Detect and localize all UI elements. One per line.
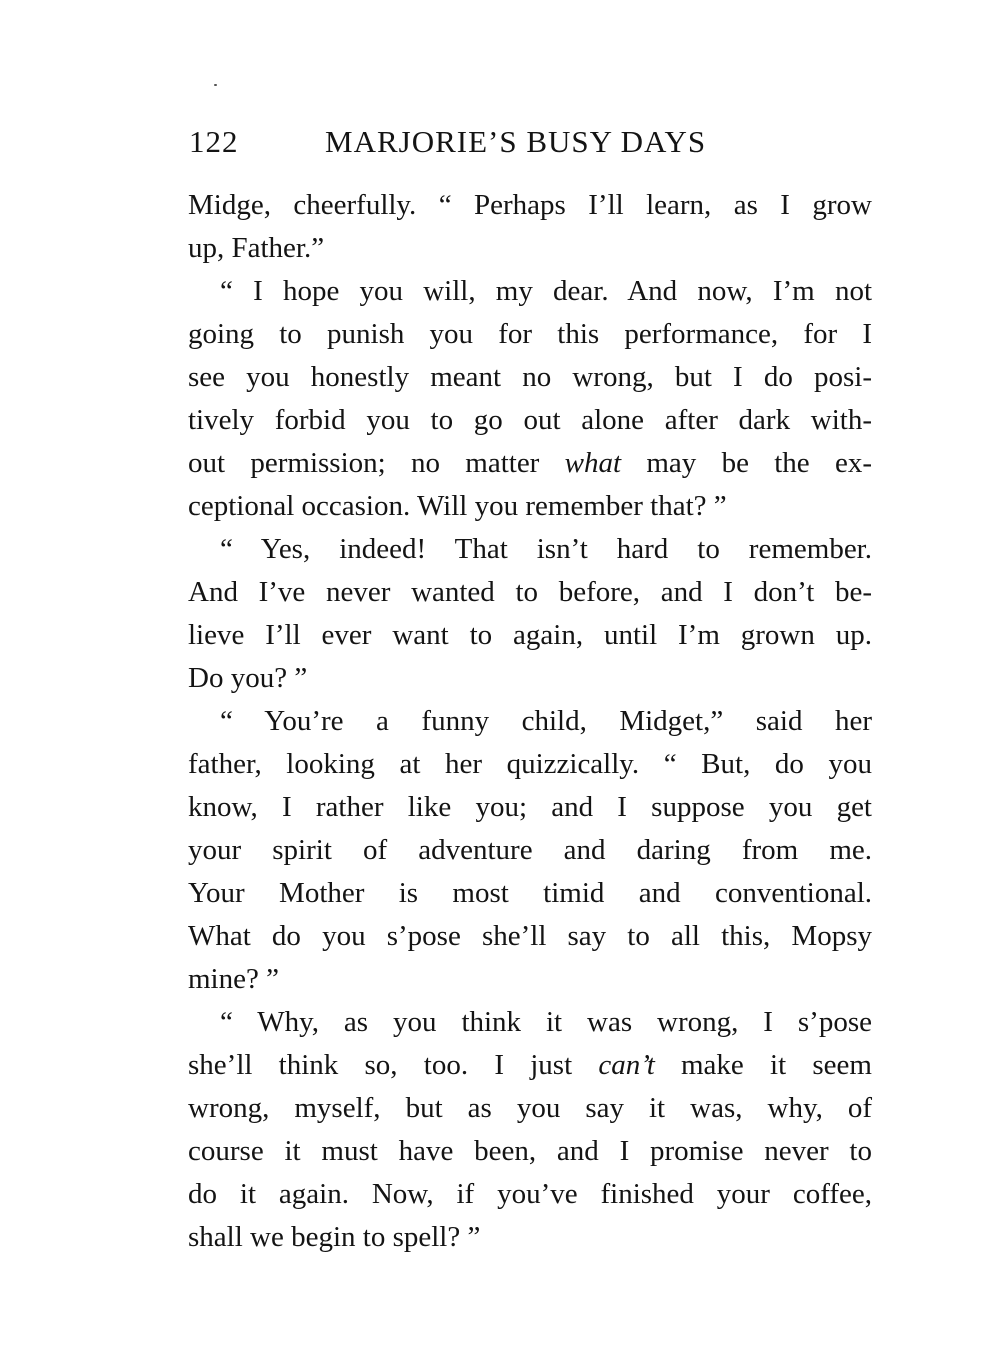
text-segment: may be the ex- [621, 447, 872, 479]
text-line: “ Yes, indeed! That isn’t hard to remember. [220, 533, 872, 565]
text-line: What do you s’pose she’ll say to all this, Mopsy [188, 920, 872, 952]
text-segment: make it seem [654, 1049, 872, 1081]
text-line: shall we begin to spell? ” [188, 1221, 481, 1253]
text-line: Midge, cheerfully. “ Perhaps I’ll learn, as I grow [188, 189, 872, 221]
text-line: father, looking at her quizzically. “ But, do you [188, 748, 872, 780]
text-line [188, 442, 872, 485]
text-line: “ I hope you will, my dear. And now, I’m not [220, 275, 872, 307]
text-segment: out permission; no matter [188, 447, 565, 479]
text-line: mine? ” [188, 963, 279, 995]
text-line: wrong, myself, but as you say it was, why, of [188, 1092, 872, 1124]
emphasized-word: what [564, 447, 622, 479]
text-line: Your Mother is most timid and conventional. [188, 877, 872, 909]
page-number: 122 [189, 124, 239, 159]
text-line: lieve I’ll ever want to again, until I’m grown up. [188, 619, 872, 651]
running-header [189, 124, 889, 168]
print-speck [214, 84, 217, 86]
text-line: see you honestly meant no wrong, but I do posi- [188, 361, 872, 393]
text-line: tively forbid you to go out alone after dark with- [188, 404, 872, 436]
text-line: up, Father.” [188, 232, 325, 264]
text-line: course it must have been, and I promise never to [188, 1135, 872, 1167]
running-title: MARJORIE’S BUSY DAYS [325, 124, 707, 159]
text-line: Do you? ” [188, 662, 308, 694]
text-line: your spirit of adventure and daring from me. [188, 834, 872, 866]
text-line: going to punish you for this performance, for I [188, 318, 872, 350]
text-line: And I’ve never wanted to before, and I don’t be- [188, 576, 872, 608]
text-line: know, I rather like you; and I suppose you get [188, 791, 872, 823]
text-segment: she’ll think so, too. I just [188, 1049, 599, 1081]
text-line: “ Why, as you think it was wrong, I s’pose [220, 1006, 872, 1038]
text-line: “ You’re a funny child, Midget,” said her [220, 705, 872, 737]
text-line [188, 1044, 872, 1087]
text-line: ceptional occasion. Will you remember that? ” [188, 490, 727, 522]
text-line: do it again. Now, if you’ve finished your coffee, [188, 1178, 872, 1210]
body-text [188, 184, 872, 1259]
emphasized-word: can’t [598, 1049, 655, 1081]
